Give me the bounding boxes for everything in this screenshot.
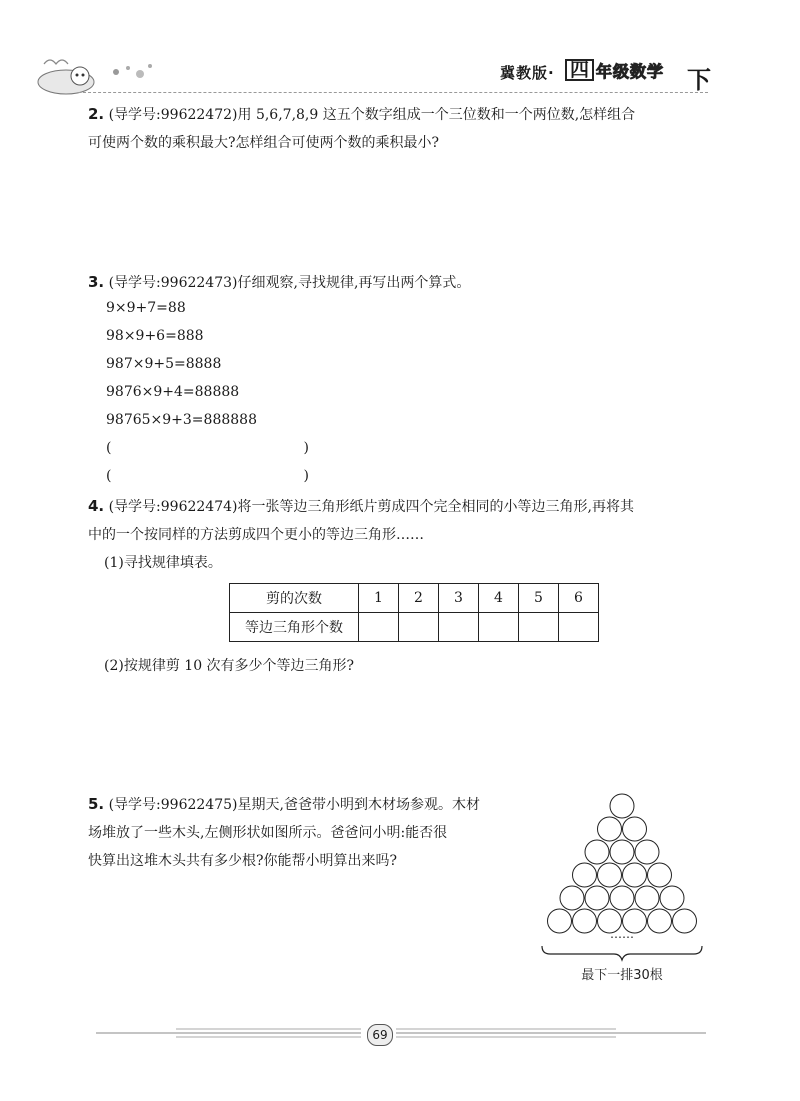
question-text: 快算出这堆木头共有多少根?你能帮小明算出来吗? (88, 853, 398, 869)
log-circle (598, 863, 622, 887)
equation: 987×9+5=8888 (106, 356, 222, 372)
question-text: (导学号:99622475)星期天,爸爸带小明到木材场参观。木材 (108, 797, 480, 813)
answer-blank-1[interactable]: ( ) (106, 440, 309, 456)
log-circle (573, 909, 597, 933)
question-text: (导学号:99622474)将一张等边三角形纸片剪成四个完全相同的小等边三角形,再将其 (108, 499, 634, 515)
log-circle (623, 863, 647, 887)
answer-cell[interactable] (399, 613, 439, 642)
answer-cell[interactable] (359, 613, 399, 642)
table-cell: 6 (559, 584, 599, 613)
table-cell: 2 (399, 584, 439, 613)
table-row (230, 613, 599, 642)
question-number: 4. (88, 497, 105, 515)
question-number: 3. (88, 273, 105, 291)
log-circle (610, 886, 634, 910)
page-number: 69 (367, 1024, 393, 1046)
equation-list (106, 294, 257, 434)
equation: 98×9+6=888 (106, 328, 204, 344)
part-2-text: (2)按规律剪 10 次有多少个等边三角形? (104, 658, 355, 674)
question-number: 5. (88, 795, 105, 813)
log-circle (573, 863, 597, 887)
question-5 (88, 790, 480, 875)
log-circle (673, 909, 697, 933)
log-circles (548, 794, 697, 933)
table-row (230, 584, 599, 613)
log-circle (648, 909, 672, 933)
answer-cell[interactable] (479, 613, 519, 642)
question-text: 中的一个按同样的方法剪成四个更小的等边三角形…… (88, 527, 424, 543)
answer-cell[interactable] (519, 613, 559, 642)
answer-cell[interactable] (439, 613, 479, 642)
question-text: 场堆放了一些木头,左侧形状如图所示。爸爸问小明:能否很 (88, 825, 448, 841)
log-circle (585, 840, 609, 864)
continuation-dots: …… (610, 927, 634, 941)
row-header: 剪的次数 (230, 584, 359, 613)
log-pyramid-figure (534, 790, 710, 990)
question-text: (导学号:99622472)用 5,6,7,8,9 这五个数字组成一个三位数和一个两位数,怎样组合 (108, 107, 636, 123)
table-cell: 3 (439, 584, 479, 613)
log-circle (585, 886, 609, 910)
question-4 (88, 492, 634, 577)
log-circle (648, 863, 672, 887)
cut-count-table (229, 583, 599, 642)
grade-label (565, 60, 664, 80)
log-circle (660, 886, 684, 910)
figure-caption: 最下一排30根 (581, 968, 663, 983)
table-cell: 4 (479, 584, 519, 613)
log-circle (635, 840, 659, 864)
question-text: 可使两个数的乘积最大?怎样组合可使两个数的乘积最小? (88, 135, 440, 151)
question-number: 2. (88, 105, 105, 123)
question-2 (88, 100, 635, 157)
header-rule (78, 92, 708, 93)
part-1-text: (1)寻找规律填表。 (104, 555, 222, 571)
log-circle (548, 909, 572, 933)
volume-label: 下 (687, 66, 711, 94)
footer-rule (96, 1018, 706, 1048)
edition-label: 冀教版· (500, 64, 555, 82)
log-circle (623, 817, 647, 841)
log-circle (610, 794, 634, 818)
question-3 (88, 268, 470, 297)
question-text: (导学号:99622473)仔细观察,寻找规律,再写出两个算式。 (108, 275, 471, 291)
equation: 98765×9+3=888888 (106, 412, 257, 428)
table-cell: 5 (519, 584, 559, 613)
answer-blank-2[interactable]: ( ) (106, 468, 309, 484)
bracket (542, 946, 702, 960)
equation: 9×9+7=88 (106, 300, 186, 316)
log-circle (635, 886, 659, 910)
equation: 9876×9+4=88888 (106, 384, 240, 400)
answer-cell[interactable] (559, 613, 599, 642)
log-circle (598, 817, 622, 841)
row-header: 等边三角形个数 (230, 613, 359, 642)
table-cell: 1 (359, 584, 399, 613)
grade-number: 四 (565, 59, 594, 81)
log-circle (610, 840, 634, 864)
log-circle (560, 886, 584, 910)
grade-text: 年级数学 (596, 61, 665, 81)
